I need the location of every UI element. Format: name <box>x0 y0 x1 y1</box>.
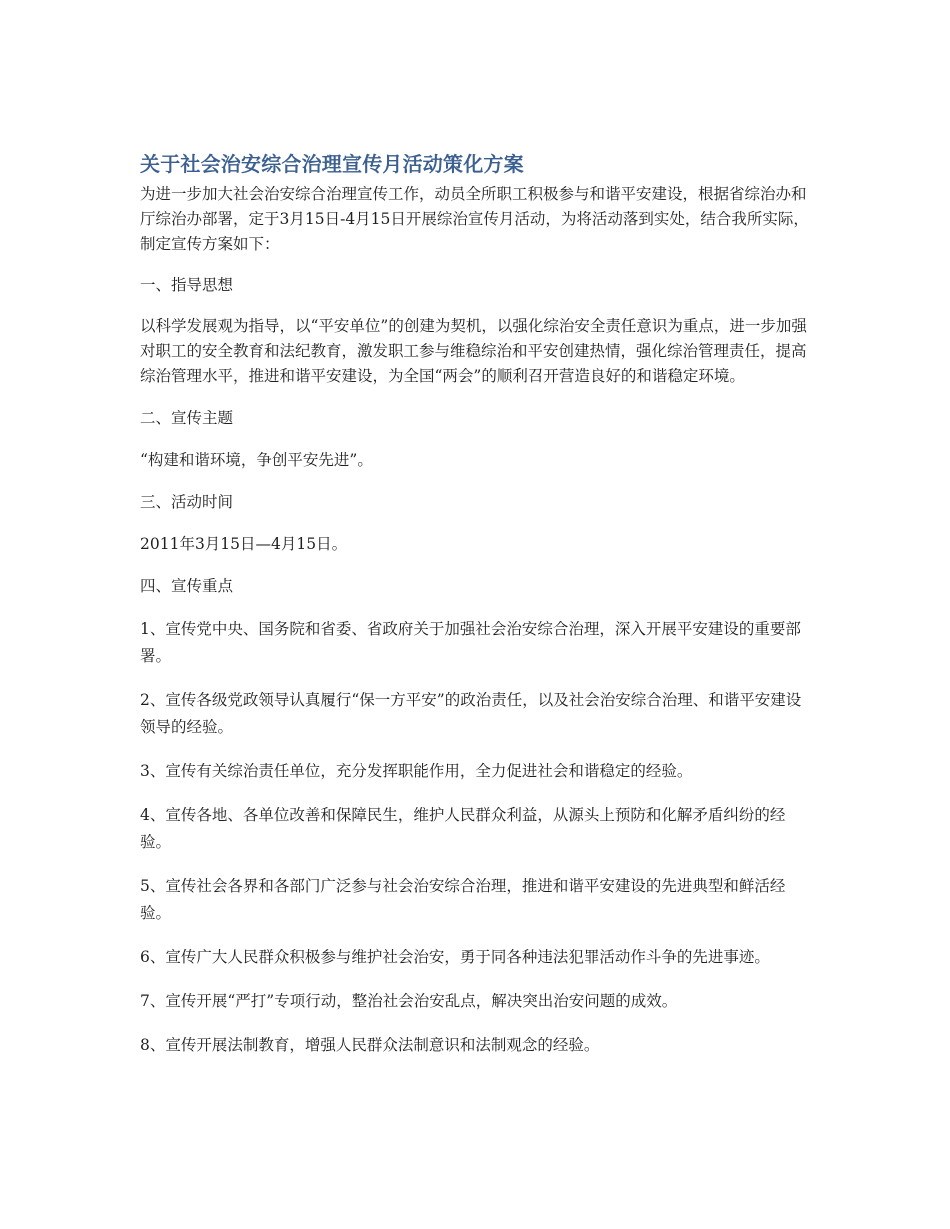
section-heading-focus: 四、宣传重点 <box>140 577 234 595</box>
focus-item: 8、宣传开展法制教育，增强人民群众法制意识和法制观念的经验。 <box>140 1036 600 1054</box>
focus-item: 6、宣传广大人民群众积极参与维护社会治安，勇于同各种违法犯罪活动作斗争的先进事迹。 <box>140 948 770 966</box>
section-heading-theme: 二、宣传主题 <box>140 409 234 427</box>
section-text-theme: “构建和谐环境，争创平安先进”。 <box>140 451 373 469</box>
section-text-guiding: 以科学发展观为指导，以“平安单位”的创建为契机，以强化综治安全责任意识为重点，进一步加强对职工的安全教育和法纪教育，激发职工参与维稳综治和平安创建热情，强化综治管理责任，提高综治管理水平，推进和谐平安建设，为全国“两会”的顺利召开营造良好的和谐稳定环境。 <box>140 317 807 385</box>
focus-item: 5、宣传社会各界和各部门广泛参与社会治安综合治理，推进和谐平安建设的先进典型和鲜活经验。 <box>140 877 786 922</box>
focus-item: 4、宣传各地、各单位改善和保障民生，维护人民群众利益，从源头上预防和化解矛盾纠纷的经验。 <box>140 806 786 851</box>
document-title: 关于社会治安综合治理宣传月活动策化方案 <box>140 152 524 176</box>
focus-item: 3、宣传有关综治责任单位，充分发挥职能作用，全力促进社会和谐稳定的经验。 <box>140 762 693 780</box>
intro-paragraph: 为进一步加大社会治安综合治理宣传工作，动员全所职工积极参与和谐平安建设，根据省综治办和厅综治办部署，定于3月15日-4月15日开展综治宣传月活动，为将活动落到实处，结合我所实际，制定宣传方案如下： <box>140 185 809 253</box>
section-heading-time: 三、活动时间 <box>140 493 234 511</box>
section-text-time: 2011年3月15日—4月15日。 <box>140 535 348 553</box>
section-heading-guiding: 一、指导思想 <box>140 276 234 294</box>
document-body <box>140 150 810 1059</box>
focus-item: 2、宣传各级党政领导认真履行“保一方平安”的政治责任，以及社会治安综合治理、和谐平安建设领导的经验。 <box>140 691 802 736</box>
focus-item: 7、宣传开展“严打”专项行动，整治社会治安乱点，解决突出治安问题的成效。 <box>140 992 678 1010</box>
focus-item: 1、宣传党中央、国务院和省委、省政府关于加强社会治安综合治理，深入开展平安建设的重要部署。 <box>140 620 801 665</box>
